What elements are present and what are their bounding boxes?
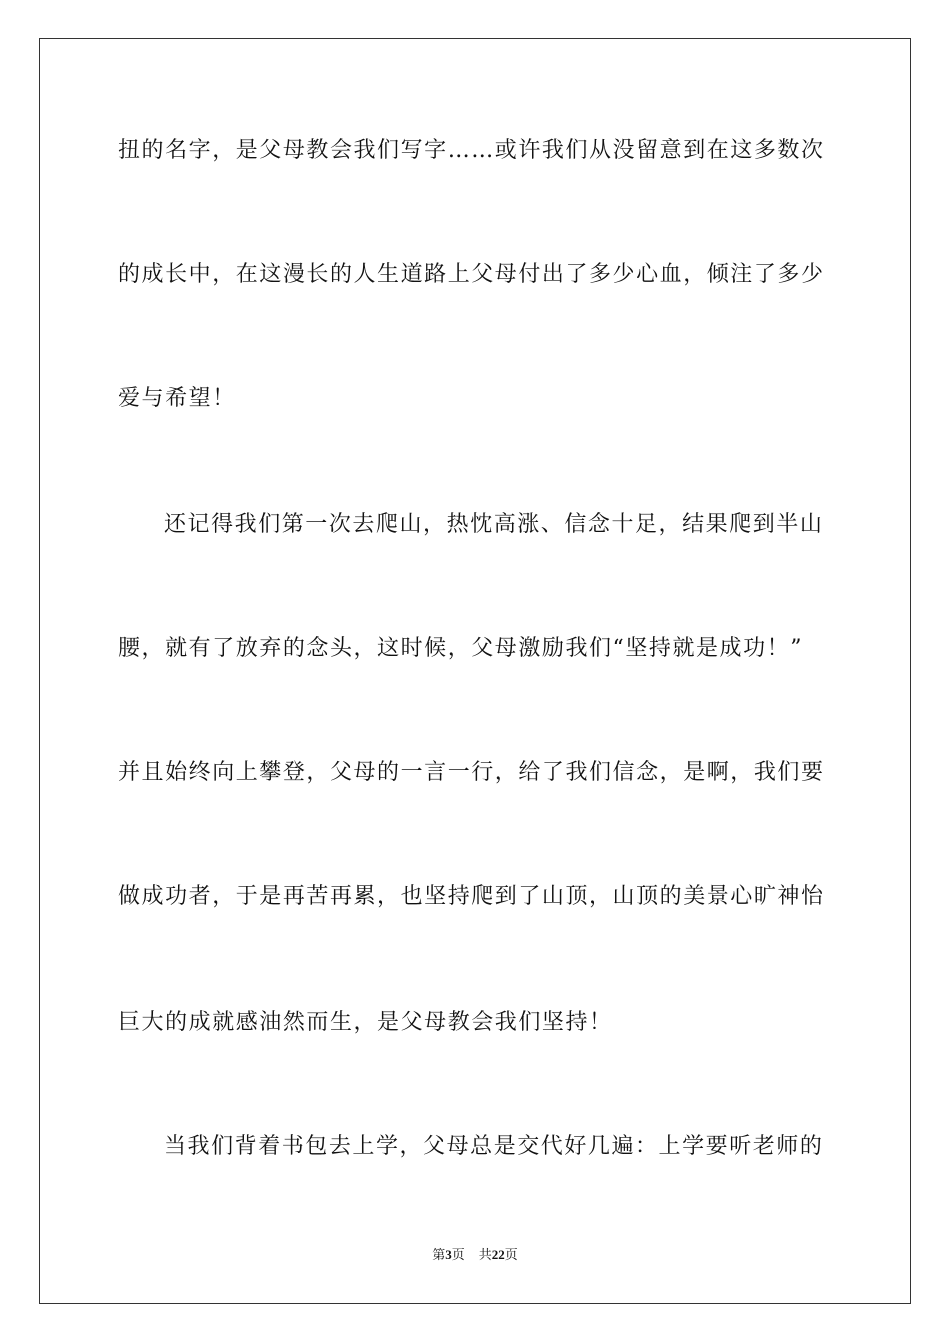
page-suffix: 页 [451,1247,465,1262]
total-prefix: 共 [478,1247,492,1262]
body-text-line: 扭的名字，是父母教会我们写字……或许我们从没留意到在这多数次 [118,138,825,163]
page-footer [0,1246,950,1264]
total-suffix: 页 [504,1247,518,1262]
paragraph-start-line: 当我们背着书包去上学，父母总是交代好几遍：上学要听老师的 [164,1134,824,1159]
total-page-number: 22 [491,1247,505,1262]
body-text-line: 腰，就有了放弃的念头，这时候，父母激励我们“坚持就是成功！” [118,636,803,661]
page-border [39,38,911,1304]
body-text-line: 爱与希望！ [118,386,236,411]
paragraph-start-line: 还记得我们第一次去爬山，热忱高涨、信念十足，结果爬到半山 [164,512,824,537]
body-text-line: 并且始终向上攀登，父母的一言一行，给了我们信念，是啊，我们要 [118,760,825,785]
current-page-number: 3 [445,1247,452,1262]
body-text-line: 做成功者，于是再苦再累，也坚持爬到了山顶，山顶的美景心旷神怡 [118,884,825,909]
body-text-line: 的成长中，在这漫长的人生道路上父母付出了多少心血，倾注了多少 [118,262,825,287]
body-text-line: 巨大的成就感油然而生，是父母教会我们坚持！ [118,1010,613,1035]
page-prefix: 第 [432,1247,446,1262]
